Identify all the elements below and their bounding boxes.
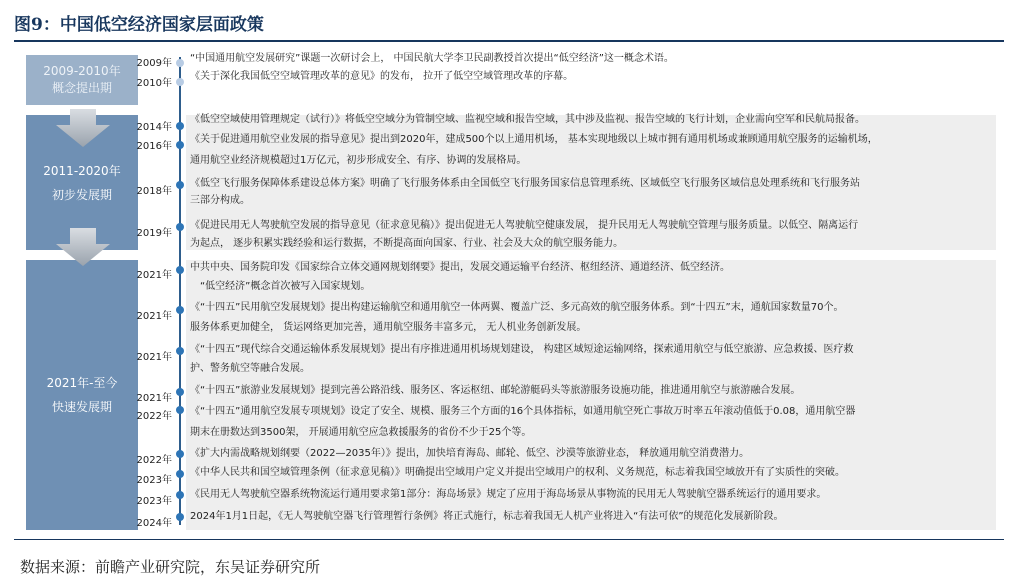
figure-title: 图9：中国低空经济国家层面政策 <box>14 15 264 35</box>
entry-text: 《“十四五”旅游业发展规划》提到完善公路沿线、服务区、客运枢纽、邮轮游艇码头等旅游服务设施功能，推进通用航空与旅游融合发展。 <box>190 385 801 396</box>
timeline-dot <box>176 223 184 231</box>
phase-concept <box>26 55 138 105</box>
entry-text: 《低空飞行服务保障体系建设总体方案》明确了飞行服务体系由全国低空飞行服务国家信息管理系统、区域低空飞行服务区域信息处理系统和飞行服务站 <box>190 178 860 189</box>
entry-year: 2018年 <box>136 186 172 197</box>
phase-years: 2021年-至今 <box>46 376 118 390</box>
entry-year: 2021年 <box>136 311 172 322</box>
entry-text: 《民用无人驾驶航空器系统物流运行通用要求第1部分：海岛场景》规定了应用于海岛场景从事物流的民用无人驾驶航空器系统运行的通用要求。 <box>190 489 827 500</box>
entry-year: 2009年 <box>136 58 172 69</box>
arrow-down-icon <box>56 109 110 147</box>
phase-label: 概念提出期 <box>51 81 112 95</box>
timeline-dot <box>176 266 184 274</box>
phase-label: 快速发展期 <box>51 400 112 414</box>
entry-text: 《“十四五”通用航空发展专项规划》设定了安全、规模、服务三个方面的16个具体指标，如通用航空死亡事故万时率五年滚动值低于0.08，通用航空器 <box>190 406 856 417</box>
entry-text: 2024年1月1日起，《无人驾驶航空器飞行管理暂行条例》将正式施行，标志着我国无人机产业将进入“有法可依”的规范化发展新阶段。 <box>190 511 784 522</box>
entry-year: 2014年 <box>136 122 172 133</box>
arrow-down-icon <box>56 228 110 266</box>
timeline-dot <box>176 122 184 130</box>
entry-text-continued: 护、警务航空等融合发展。 <box>190 363 310 374</box>
phase-years: 2009-2010年 <box>43 64 121 78</box>
entry-text-continued: 服务体系更加健全， 货运网络更加完善，通用航空服务丰富多元， 无人机业务创新发展。 <box>190 322 587 333</box>
entry-year: 2021年 <box>136 270 172 281</box>
entry-year: 2023年 <box>136 475 172 486</box>
timeline-dot <box>176 470 184 478</box>
timeline-dot <box>176 59 184 67</box>
entry-text-continued: 三部分构成。 <box>190 195 250 206</box>
entry-text-continued: 为起点， 逐步积累实践经验和运行数据，不断提高面向国家、行业、社会及大众的航空服务能力。 <box>190 238 624 249</box>
entry-text: 《关于促进通用航空业发展的指导意见》提出到2020年，建成500个以上通用机场， 基本实现地级以上城市拥有通用机场或兼顾通用航空服务的运输机场， <box>190 134 878 145</box>
entry-text: 《促进民用无人驾驶航空发展的指导意见（征求意见稿）》提出促进无人驾驶航空健康发展， 提升民用无人驾驶航空管理与服务质量。以低空、隔离运行 <box>190 220 859 231</box>
entry-text-continued: 期末在册数达到3500架， 开展通用航空应急救援服务的省份不少于25个等。 <box>190 427 532 438</box>
entry-year: 2023年 <box>136 496 172 507</box>
entry-year: 2016年 <box>136 141 172 152</box>
timeline-dot <box>176 347 184 355</box>
timeline-dot <box>176 491 184 499</box>
timeline-dot <box>176 450 184 458</box>
timeline-dot <box>176 513 184 521</box>
phase-rapid <box>26 260 138 530</box>
entry-text: 《低空空域使用管理规定（试行）》将低空空域分为管制空域、监视空域和报告空域，其中涉及监视、报告空域的飞行计划，企业需向空军和民航局报备。 <box>190 114 865 125</box>
timeline-dot <box>176 388 184 396</box>
entry-year: 2021年 <box>136 352 172 363</box>
entry-text: “中国通用航空发展研究”课题一次研讨会上， 中国民航大学李卫民副教授首次提出“低空经济”这一概念术语。 <box>190 53 674 64</box>
title-rule <box>14 40 1004 42</box>
entry-year: 2022年 <box>136 455 172 466</box>
timeline-dot <box>176 406 184 414</box>
entry-year: 2019年 <box>136 228 172 239</box>
entry-year: 2021年 <box>136 393 172 404</box>
entry-text: 《“十四五”现代综合交通运输体系发展规划》提出有序推进通用机场规划建设， 构建区域短途运输网络，探索通用航空与低空旅游、应急救援、医疗救 <box>190 344 854 355</box>
entry-year: 2022年 <box>136 411 172 422</box>
entry-text: 中共中央、国务院印发《国家综合立体交通网规划纲要》提出，发展交通运输平台经济、枢纽经济、通道经济、低空经济。 <box>190 262 730 273</box>
entry-year: 2010年 <box>136 78 172 89</box>
timeline-dot <box>176 181 184 189</box>
phase-years: 2011-2020年 <box>43 163 121 178</box>
source-note: 数据来源：前瞻产业研究院，东吴证券研究所 <box>20 558 321 576</box>
entry-text-continued: 通用航空业经济规模超过1万亿元，初步形成安全、有序、协调的发展格局。 <box>190 155 527 166</box>
bottom-rule <box>14 539 1004 540</box>
entry-text: 《中华人民共和国空域管理条例（征求意见稿）》明确提出空域用户定义并提出空域用户的权利、义务规范，标志着我国空域放开有了实质性的突破。 <box>190 467 845 478</box>
entry-year: 2024年 <box>136 518 172 529</box>
entry-text: 《“十四五”民用航空发展规划》提出构建运输航空和通用航空一体两翼、覆盖广泛、多元高效的航空服务体系。到“十四五”末，通航国家数量70个。 <box>190 302 844 313</box>
timeline-dot <box>176 141 184 149</box>
phase-label: 初步发展期 <box>51 187 112 202</box>
entry-text: 《扩大内需战略规划纲要（2022—2035年）》提出，加快培育海岛、邮轮、低空、沙漠等旅游业态， 释放通用航空消费潜力。 <box>190 448 750 459</box>
timeline-dot <box>176 306 184 314</box>
entry-text-continued: “低空经济”概念首次被写入国家规划。 <box>200 281 371 292</box>
timeline-dot <box>176 78 184 86</box>
entry-text: 《关于深化我国低空空域管理改革的意见》的发布， 拉开了低空空域管理改革的序幕。 <box>190 71 574 82</box>
